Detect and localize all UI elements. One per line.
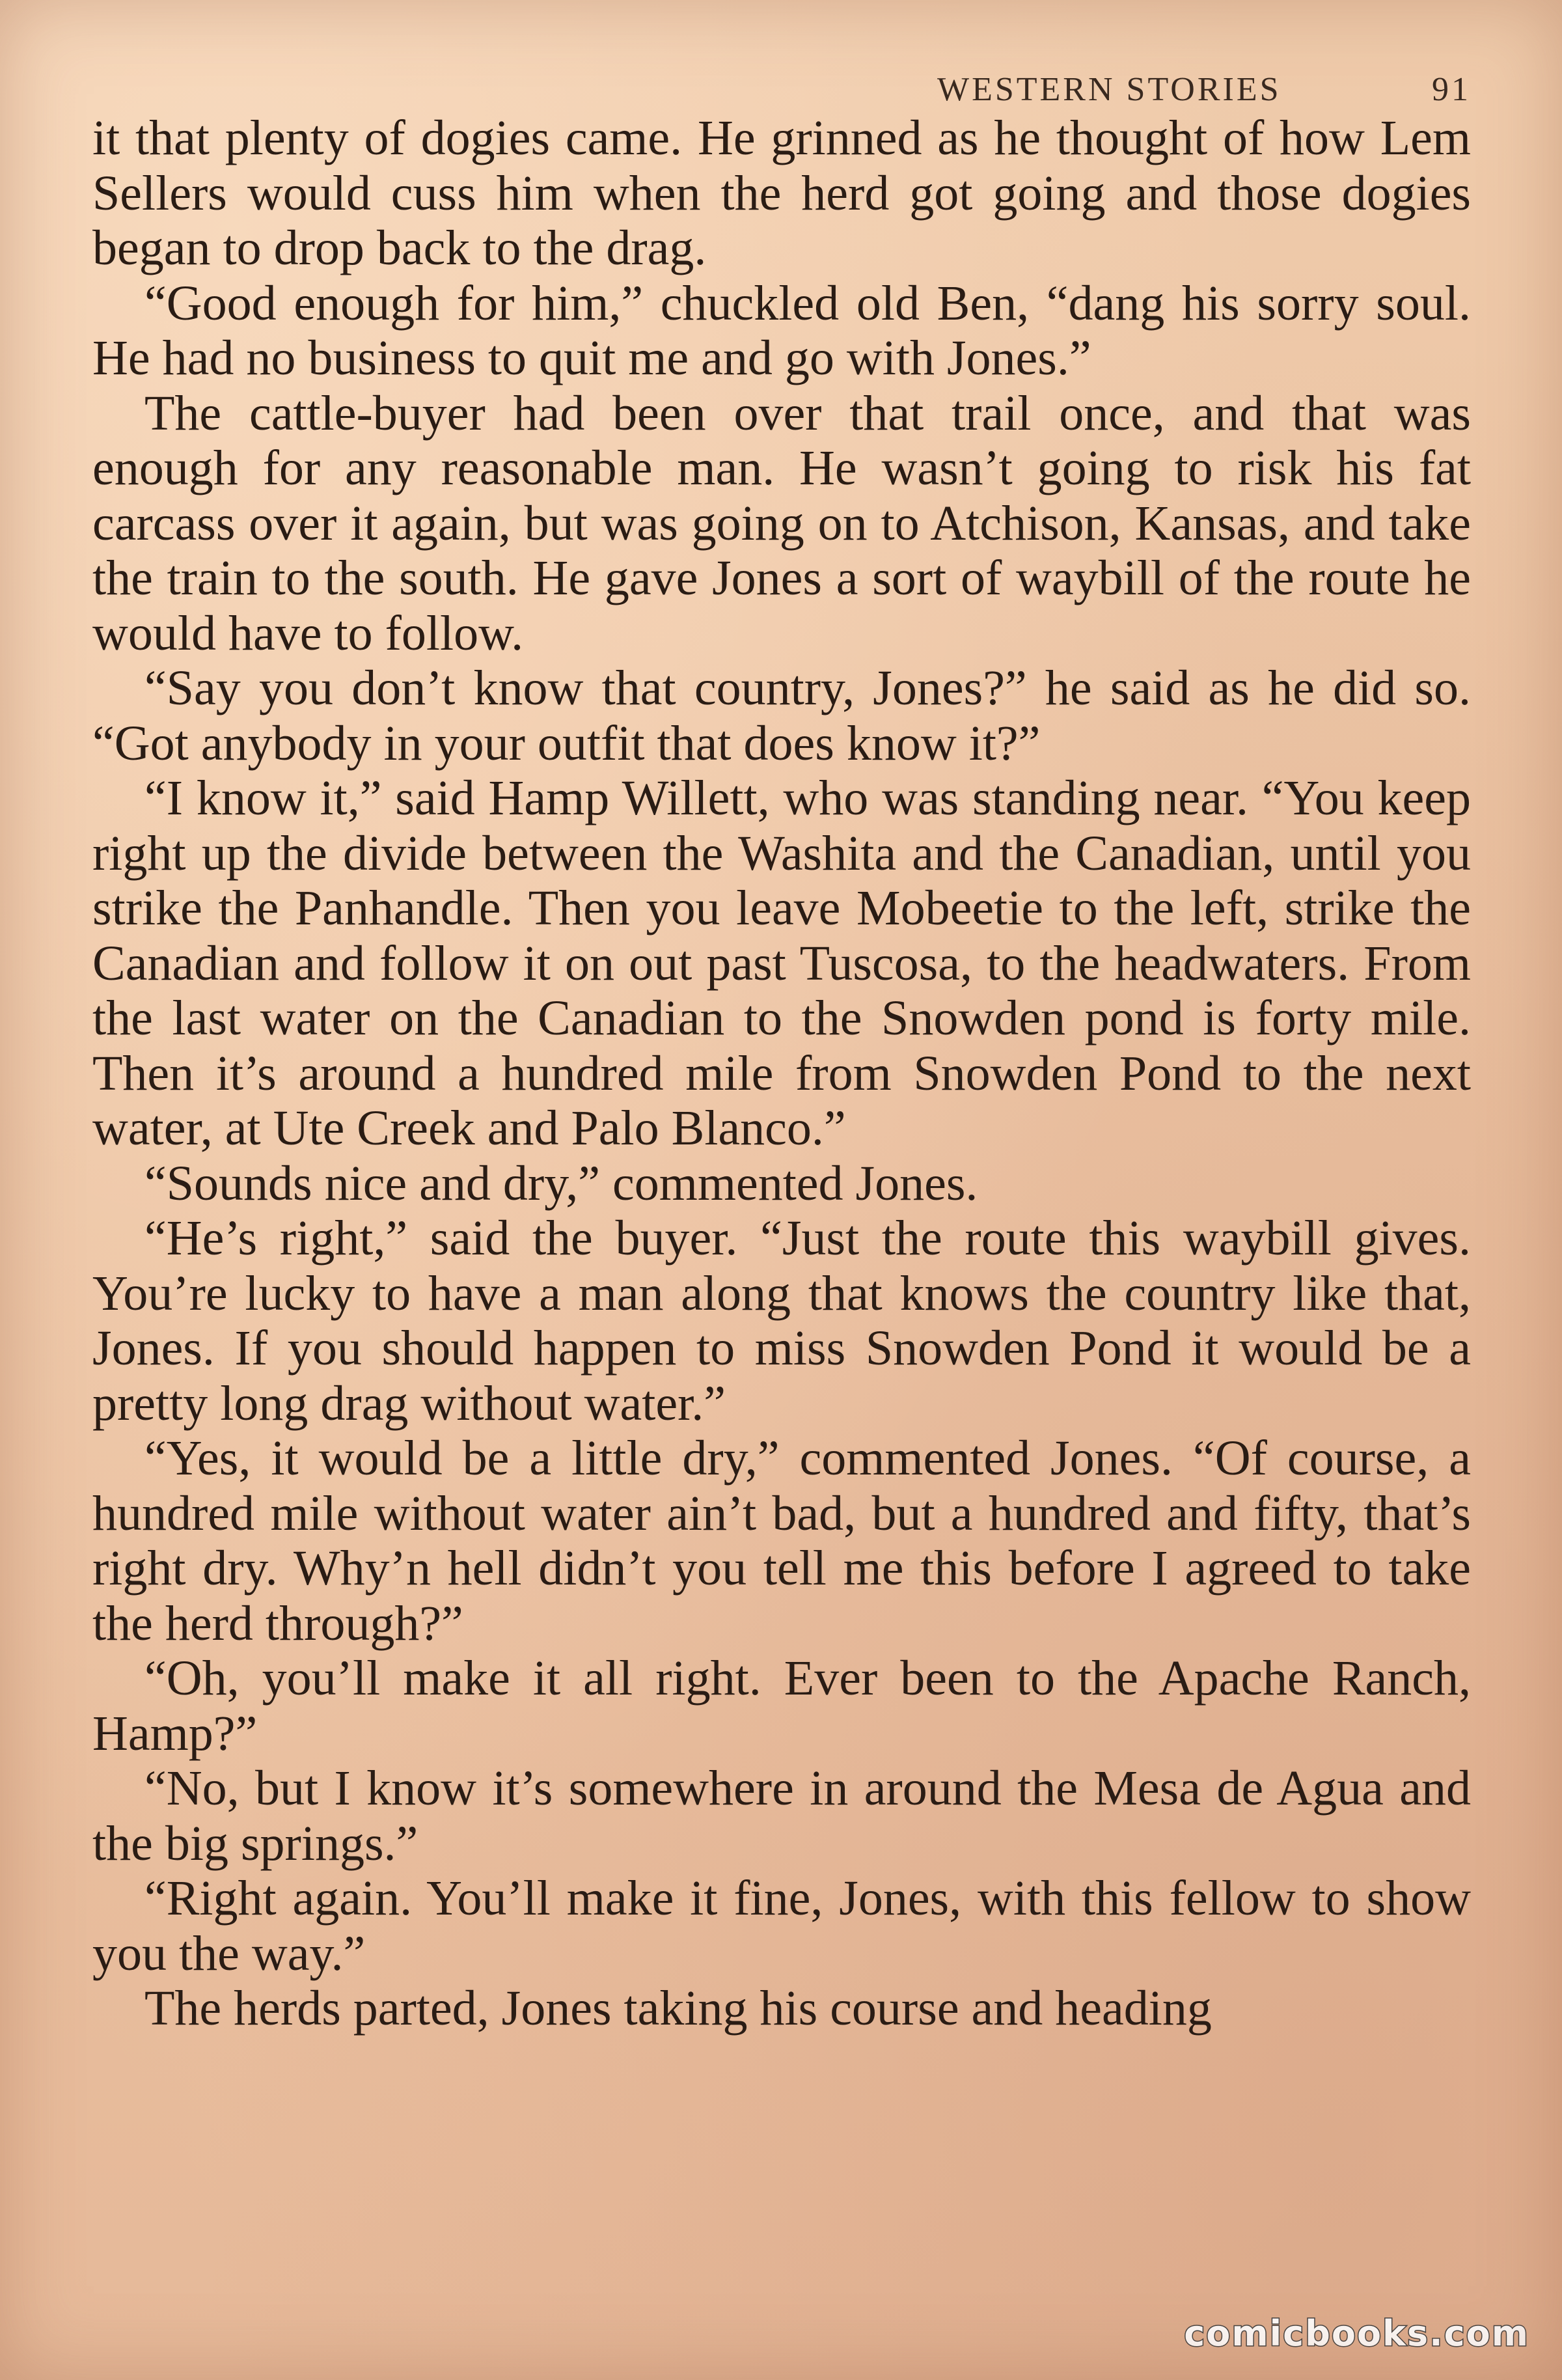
running-head [937, 70, 1471, 109]
paragraph: “Yes, it would be a little dry,” commented Jones. “Of course, a hundred mile without water ain’t bad, but a hundred and fifty, that’s right dry. Why’n hell didn’t you tell me this before I agreed to take the herd through?” [92, 1431, 1471, 1651]
page-number: 91 [1432, 71, 1471, 108]
paragraph: “Good enough for him,” chuckled old Ben, “dang his sorry soul. He had no business to quit me and go with Jones.” [92, 275, 1471, 385]
running-head-title: WESTERN STORIES [937, 71, 1281, 108]
site-watermark: comicbooks.com [1184, 2313, 1529, 2354]
paragraph: “Sounds nice and dry,” commented Jones. [144, 1155, 978, 1211]
paragraph: The cattle-buyer had been over that trail once, and that was enough for any reasonable man. He wasn’t going to risk his fat carcass over it again, but was going on to Atchison, Kansas, and take the train to the south. He gave Jones a sort of waybill of the route he would have to follow. [92, 385, 1471, 661]
body-text [92, 111, 1471, 2036]
paragraph: “Right again. You’ll make it fine, Jones, with this fellow to show you the way.” [92, 1871, 1471, 1981]
paragraph: it that plenty of dogies came. He grinned as he thought of how Lem Sellers would cuss him when the herd got going and those dogies began to drop back to the drag. [92, 111, 1471, 275]
paragraph: “No, but I know it’s somewhere in around the Mesa de Agua and the big springs.” [92, 1761, 1471, 1871]
paragraph: “He’s right,” said the buyer. “Just the route this waybill gives. You’re lucky to have a man along that knows the country like that, Jones. If you should happen to miss Snowden Pond it would be a pretty long drag without water.” [92, 1211, 1471, 1431]
paragraph: “Oh, you’ll make it all right. Ever been to the Apache Ranch, Hamp?” [92, 1651, 1471, 1761]
paragraph: “Say you don’t know that country, Jones?” he said as he did so. “Got anybody in your outfit that does know it?” [92, 661, 1471, 771]
paragraph: The herds parted, Jones taking his course and heading [144, 1981, 1212, 2036]
paragraph: “I know it,” said Hamp Willett, who was standing near. “You keep right up the divide between the Washita and the Canadian, until you strike the Panhandle. Then you leave Mobeetie to the left, strike the Canadian and follow it on out past Tuscosa, to the headwaters. From the last water on the Canadian to the Snowden pond is forty mile. Then it’s around a hundred mile from Snowden Pond to the next water, at Ute Creek and Palo Blanco.” [92, 771, 1471, 1155]
